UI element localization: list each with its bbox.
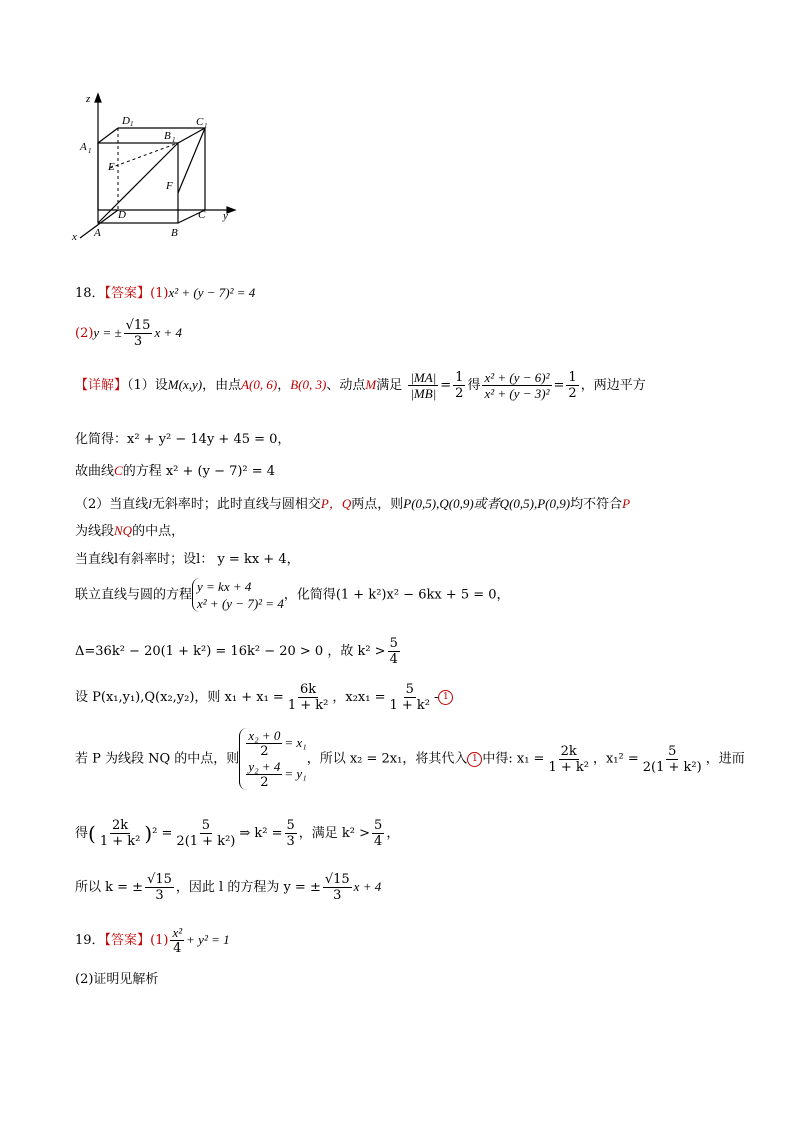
q18-part2-line3: 当直线l有斜率时；设l： y = kx + 4，	[75, 552, 300, 567]
label-x: x	[72, 231, 77, 243]
q18-part2-line5: Δ=36k² − 20(1 + k²) = 16k² − 20 > 0 ，故 k² > $\frac{5}{4}$	[75, 636, 398, 667]
q18-detail-tag: 【详解】	[75, 378, 128, 393]
q19-number: 19．	[75, 933, 105, 948]
label-D1: D	[122, 115, 130, 127]
q18-answer-tag: 【答案】	[104, 286, 151, 301]
q19-answer-line2: (2)证明见解析	[75, 972, 159, 987]
label-B: B	[171, 227, 178, 239]
label-B1: B	[164, 130, 171, 142]
svg-text:1: 1	[88, 147, 92, 155]
q18-part2-line2: 为线段NQ的中点，	[75, 523, 185, 539]
label-D: D	[118, 209, 126, 221]
svg-text:1: 1	[204, 122, 208, 130]
svg-text:1: 1	[172, 136, 176, 144]
q19-answer-tag: 【答案】	[104, 933, 151, 948]
q18-answer-1: x² + (y − 7)² = 4	[168, 285, 256, 300]
label-y: y	[223, 210, 228, 222]
q18-part2-line6: 设 P(x₁,y₁),Q(x₂,y₂)，则 x₁ + x₁ = $\frac{6k}{\text{1 + k²}}$ ，x₂x₁ = $\frac{5}{\text{1 + k²}}$ - 1	[75, 682, 453, 713]
q18-detail-line3: 故曲线C的方程 x² + (y − 7)² = 4	[75, 463, 276, 479]
cube-figure	[70, 88, 250, 243]
q18-part2-line4: 联立直线与圆的方程 y = kx + 4 x² + (y − 7)² = 4 ，化简得(1 + k²)x² − 6kx + 5 = 0，	[75, 579, 510, 611]
q18-answer-line1: 18．【答案】(1)x² + (y − 7)² = 4	[75, 285, 256, 301]
label-E: E	[108, 161, 115, 173]
label-A: A	[94, 227, 101, 239]
q18-part2-line9: 所以 k = ± $\frac{√15}{3}$ ，因此 l 的方程为 y = ± $\frac{√15}{3}$ x + 4	[75, 872, 382, 903]
q18-answer-line2: (2)y = ± $\frac{√15}{3}$ x + 4	[75, 318, 182, 349]
q18-part2-line8: 得( $\frac{2k}{\text{1 + k²}}$ )² = $\frac{5}{\text{2(1 + k²)}}$ ⇒ k² = $\frac{5}{3}$ ，满足 k² > $\frac{5}{4}$ ，	[75, 818, 400, 849]
circled-number: 1	[438, 690, 453, 705]
q18-part2-line1: （2）当直线l无斜率时；此时直线与圆相交P，Q两点，则P(0,5),Q(0,9)或者Q(0,5),P(0,9)均不符合P	[75, 496, 631, 512]
q18-part2-line7: 若 P 为线段 NQ 的中点，则 $\frac{\text{x₂ + 0}}{2}$ = x₁ $\frac{\text{y₂ + 4}}{2}$ = y₁ ，所以 x₂ = 2x₁，将其代入 1 中得: x₁ = $\frac{2k}{\text{1 + k²}}$ ，x₁² = $\frac{5}{\text{2(1 + k²)}}$ ，进而	[75, 728, 745, 790]
label-F: F	[166, 180, 173, 192]
svg-text:1: 1	[130, 120, 134, 128]
label-C: C	[198, 209, 206, 221]
q18-number: 18．	[75, 286, 105, 301]
label-A1: A	[80, 141, 87, 153]
q18-detail-line1: 【详解】（1）设M(x,y)，由点A(0, 6)，B(0, 3)、动点M满足 $\frac{|MA|}{|MB|}$ = $\frac{1}{2}$ 得 $\frac{\text{x² + (y − 6)²}}{\text{x² + (y − 3)²}}$ = $\frac{1}{2}$ ，两边平方	[75, 370, 646, 401]
label-C1: C	[196, 116, 204, 128]
q19-answer-line1: 19．【答案】(1) $\frac{\text{x²}}{4}$ + y² = 1	[75, 925, 230, 956]
q18-detail-line2: 化简得：x² + y² − 14y + 45 = 0，	[75, 432, 291, 447]
label-z: z	[86, 93, 91, 105]
